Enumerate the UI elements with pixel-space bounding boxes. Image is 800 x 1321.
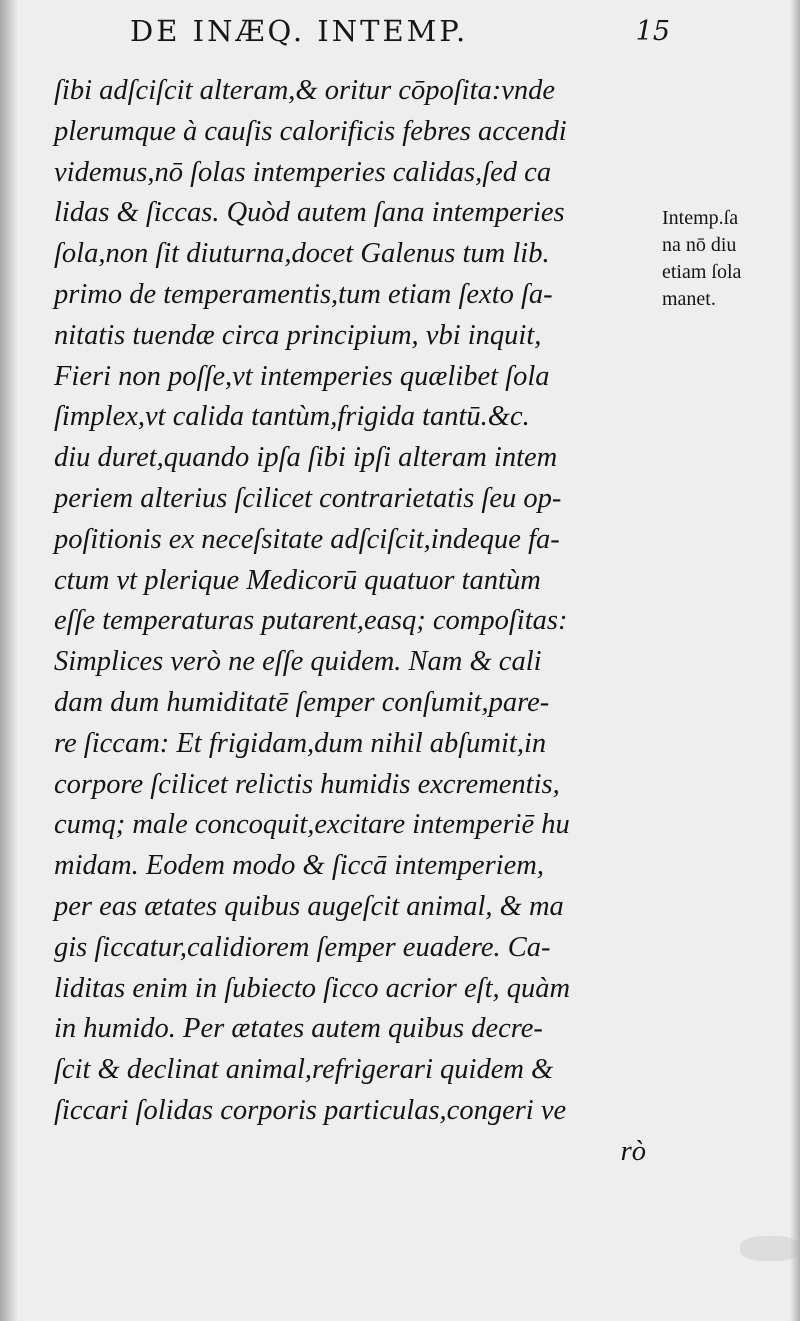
- text-line: ſibi adſciſcit alteram,& oritur cōpoſita:vnde: [54, 75, 556, 106]
- text-line: periem alterius ſcilicet contrarietatis ſeu op-: [54, 482, 562, 514]
- text-line: ſcit & declinat animal,refrigerari quidem &: [54, 1054, 554, 1086]
- text-line: ctum vt plerique Medicorū quatuor tantùm: [54, 564, 541, 596]
- text-line: primo de temperamentis,tum etiam ſexto ſa-: [54, 278, 553, 310]
- margin-note: [662, 205, 792, 313]
- text-line: rò: [620, 1135, 646, 1167]
- running-title: DE INÆQ. INTEMP.: [130, 14, 469, 48]
- text-line: Fieri non poſſe,vt intemperies quælibet ſola: [54, 360, 550, 392]
- text-line: videmus,nō ſolas intemperies calidas,ſed ca: [54, 156, 552, 188]
- margin-note-line: manet.: [662, 288, 716, 310]
- text-line: liditas enim in ſubiecto ſicco acrior eſt, quàm: [54, 972, 571, 1004]
- text-line: re ſiccam: Et frigidam,dum nihil abſumit,in: [54, 727, 547, 759]
- text-line: in humido. Per ætates autem quibus decre-: [54, 1013, 543, 1045]
- text-line: dam dum humiditatē ſemper conſumit,pare-: [54, 686, 550, 718]
- page-header: [130, 14, 670, 54]
- body-text: [54, 71, 650, 1173]
- text-line: cumq; male concoquit,excitare intemperiē hu: [54, 809, 570, 841]
- text-line: diu duret,quando ipſa ſibi ipſi alteram intem: [54, 442, 558, 474]
- text-line: corpore ſcilicet relictis humidis excrementis,: [54, 768, 560, 800]
- text-line: ſimplex,vt calida tantùm,frigida tantū.&c.: [54, 401, 530, 433]
- text-line: midam. Eodem modo & ſiccā intemperiem,: [54, 850, 544, 882]
- text-line: ſiccari ſolidas corporis particulas,congeri ve: [54, 1094, 567, 1126]
- text-line: nitatis tuendæ circa principium, vbi inquit,: [54, 319, 542, 351]
- page-number: 15: [635, 16, 670, 47]
- text-line: eſſe temperaturas putarent,easq; compoſitas:: [54, 605, 568, 637]
- text-line: ſola,non ſit diuturna,docet Galenus tum lib.: [54, 238, 550, 270]
- margin-note-line: na nō diu: [662, 234, 737, 256]
- text-line: lidas & ſiccas. Quòd autem ſana intemperies: [54, 197, 565, 229]
- margin-note-line: etiam ſola: [662, 261, 742, 283]
- text-line: poſitionis ex neceſsitate adſciſcit,indeque fa-: [54, 523, 560, 555]
- text-line: per eas ætates quibus augeſcit animal, & ma: [54, 890, 564, 922]
- text-line: plerumque à cauſis calorificis febres accendi: [54, 115, 567, 147]
- text-line: Simplices verò ne eſſe quidem. Nam & cali: [54, 646, 542, 678]
- margin-note-line: Intemp.ſa: [662, 207, 739, 229]
- paper-smudge: [740, 1236, 800, 1261]
- text-line: gis ſiccatur,calidiorem ſemper euadere. Ca-: [54, 931, 551, 963]
